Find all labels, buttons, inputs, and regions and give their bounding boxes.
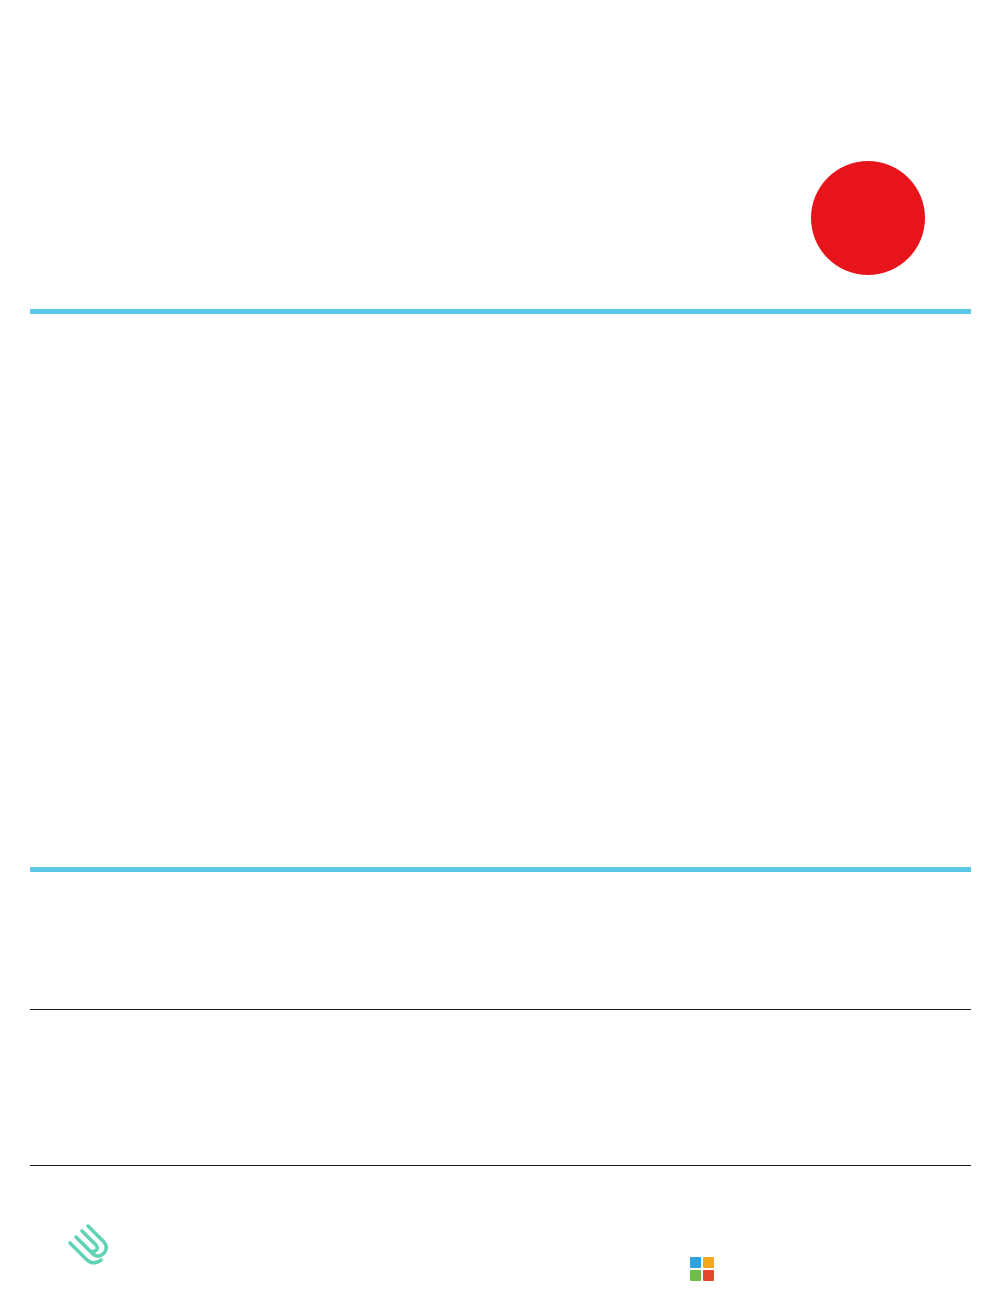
liveworksheets-blocks-icon	[690, 1257, 714, 1281]
opinion-answer-line[interactable]	[30, 1165, 971, 1166]
question-row	[30, 462, 971, 502]
worksheet-title	[0, 20, 1000, 130]
divider-top	[30, 309, 971, 314]
education-com-logo	[68, 1222, 268, 1268]
paperclip-icon	[68, 1223, 112, 1267]
question-row	[30, 707, 971, 747]
divider-bottom	[30, 867, 971, 872]
question-row	[30, 544, 971, 584]
question-row	[30, 626, 971, 666]
liveworksheets-logo	[690, 1253, 720, 1285]
worksheet-number-badge	[811, 161, 925, 275]
question-row	[30, 789, 971, 829]
fact-answer-line[interactable]	[30, 1009, 971, 1010]
